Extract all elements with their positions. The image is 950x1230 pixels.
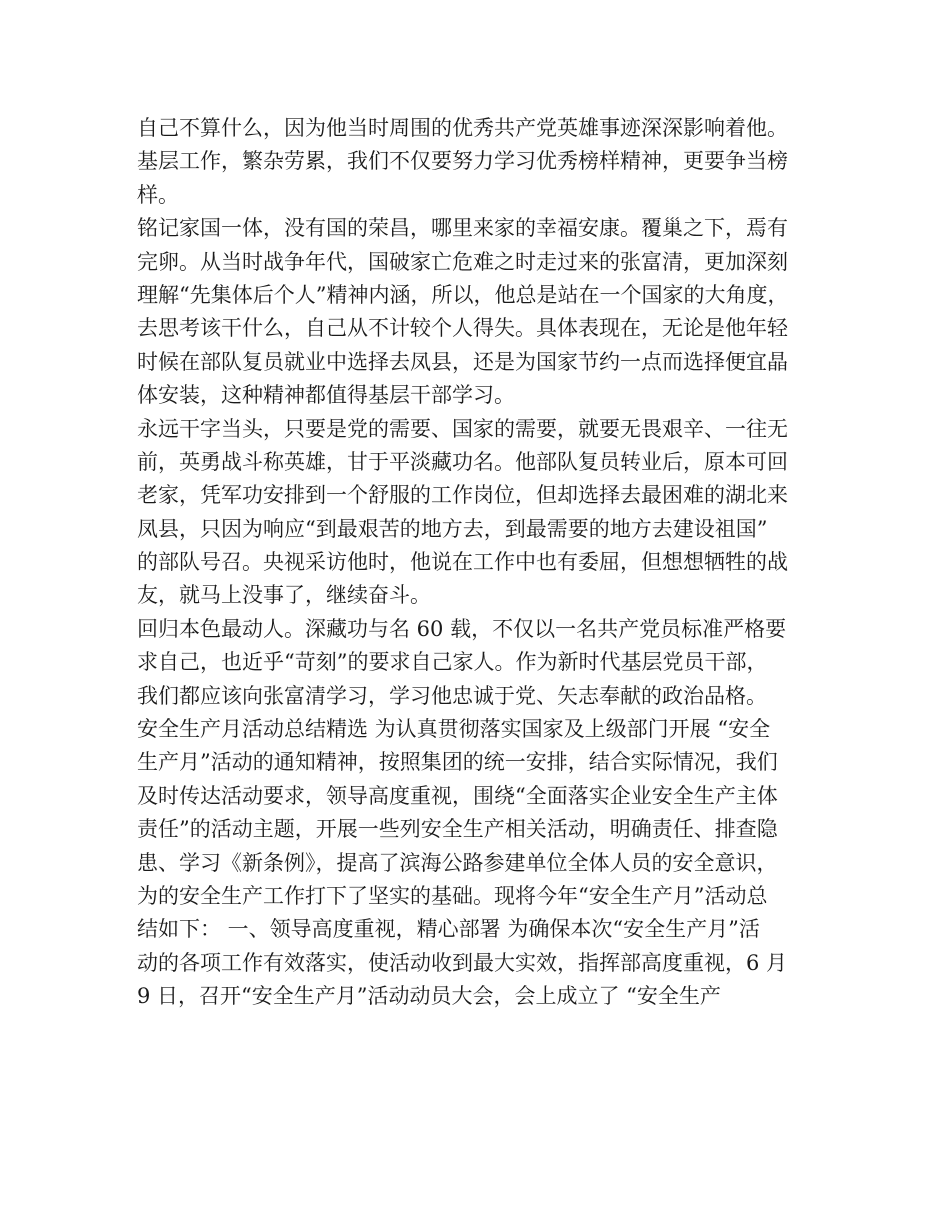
text-line: 安全生产月活动总结精选 为认真贯彻落实国家及上级部门开展 “安全	[137, 717, 771, 742]
text-line: 理解“先集体后个人”精神内涵，所以，他总是站在一个国家的大角度，	[137, 282, 789, 307]
text-line: 结如下： 一、领导高度重视，精心部署 为确保本次“安全生产月”活	[137, 917, 760, 942]
text-line: 永远干字当头，只要是党的需要、国家的需要，就要无畏艰辛、一往无	[137, 416, 788, 441]
text-line: 责任”的活动主题，开展一些列安全生产相关活动，明确责任、排查隐	[137, 817, 778, 842]
text-line: 友，就马上没事了，继续奋斗。	[137, 583, 431, 608]
text-line: 基层工作，繁杂劳累，我们不仅要努力学习优秀榜样精神，更要争当榜	[137, 149, 788, 174]
text-line: 时候在部队复员就业中选择去凤县，还是为国家节约一点而选择便宜晶	[137, 349, 788, 374]
text-line: 我们都应该向张富清学习，学习他忠诚于党、矢志奉献的政治品格。	[137, 683, 767, 708]
text-line: 自己不算什么，因为他当时周围的优秀共产党英雄事迹深深影响着他。	[137, 116, 788, 140]
text-line: 老家，凭军功安排到一个舒服的工作岗位，但却选择去最困难的湖北来	[137, 483, 788, 508]
text-line: 及时传达活动要求，领导高度重视，围绕“全面落实企业安全生产主体	[137, 783, 778, 808]
text-line: 样。	[137, 182, 179, 207]
text-line: 求自己，也近乎“苛刻”的要求自己家人。作为新时代基层党员干部，	[137, 650, 768, 675]
text-line: 体安装，这种精神都值得基层干部学习。	[137, 383, 515, 408]
text-line: 凤县，只因为响应“到最艰苦的地方去，到最需要的地方去建设祖国”	[137, 516, 768, 541]
text-line: 铭记家国一体，没有国的荣昌，哪里来家的幸福安康。覆巢之下，焉有	[137, 216, 788, 241]
text-line: 生产月”活动的通知精神，按照集团的统一安排，结合实际情况，我们	[137, 750, 778, 775]
text-line: 9 日，召开“安全生产月”活动动员大会，会上成立了 “安全生产	[137, 984, 721, 1009]
text-line: 回归本色最动人。深藏功与名 60 载，不仅以一名共产党员标准严格要	[137, 616, 787, 641]
text-line: 前，英勇战斗称英雄，甘于平淡藏功名。他部队复员转业后，原本可回	[137, 449, 788, 474]
document-body	[137, 112, 827, 1014]
text-line: 动的各项工作有效落实，使活动收到最大实效，指挥部高度重视，6 月	[137, 950, 788, 975]
text-line: 完卵。从当时战争年代，国破家亡危难之时走过来的张富清，更加深刻	[137, 249, 788, 274]
text-line: 为的安全生产工作打下了坚实的基础。现将今年“安全生产月”活动总	[137, 883, 768, 908]
text-line: 的部队号召。央视采访他时，他说在工作中也有委屈，但想想牺牲的战	[137, 550, 788, 575]
text-line: 去思考该干什么，自己从不计较个人得失。具体表现在，无论是他年轻	[137, 316, 788, 341]
text-line: 患、学习《新条例》，提高了滨海公路参建单位全体人员的安全意识，	[137, 850, 778, 875]
